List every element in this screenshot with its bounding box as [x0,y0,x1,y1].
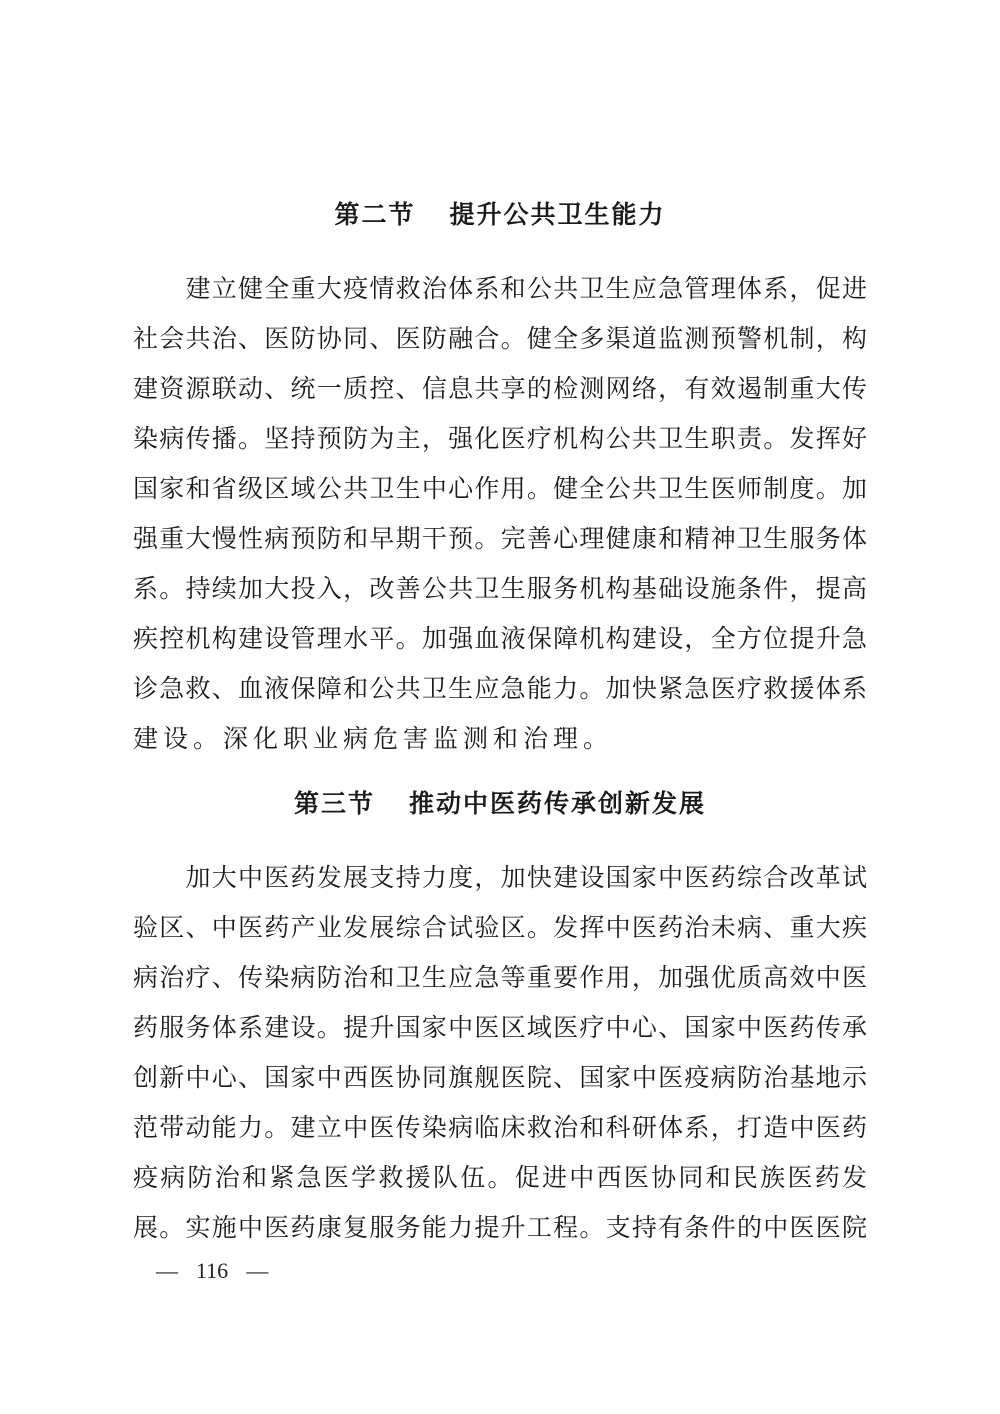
paragraph-line: 范带动能力。建立中医传染病临床救治和科研体系，打造中医药 [133,1113,867,1142]
section-paragraph-3 [133,853,867,1253]
section-number: 第三节 [293,789,375,818]
section-heading-2 [133,200,867,230]
paragraph-line: 疫病防治和紧急医学救援队伍。促进中西医协同和民族医药发 [133,1163,867,1192]
paragraph-line: 病治疗、传染病防治和卫生应急等重要作用，加强优质高效中医 [133,963,867,992]
paragraph-line: 系。持续加大投入，改善公共卫生服务机构基础设施条件，提高 [133,574,867,603]
section-paragraph-2 [133,264,867,764]
paragraph-line: 建资源联动、统一质控、信息共享的检测网络，有效遏制重大传 [133,374,867,403]
paragraph-line: 国家和省级区域公共卫生中心作用。健全公共卫生医师制度。加 [133,474,867,503]
paragraph-line: 验区、中医药产业发展综合试验区。发挥中医药治未病、重大疾 [133,913,867,942]
paragraph-line: 染病传播。坚持预防为主，强化医疗机构公共卫生职责。发挥好 [133,424,867,453]
footer-dash-left: — [156,1258,178,1283]
page-footer [152,1256,272,1286]
section-heading-3 [133,789,867,819]
paragraph-line: 加大中医药发展支持力度，加快建设国家中医药综合改革试 [133,863,867,892]
paragraph-line: 展。实施中医药康复服务能力提升工程。支持有条件的中医医院 [133,1213,867,1242]
paragraph-line: 建设。深化职业病危害监测和治理。 [133,724,614,753]
section-title: 推动中医药传承创新发展 [409,789,707,818]
paragraph-line: 药服务体系建设。提升国家中医区域医疗中心、国家中医药传承 [133,1013,867,1042]
footer-dash-right: — [246,1258,269,1283]
paragraph-line: 疾控机构建设管理水平。加强血液保障机构建设，全方位提升急 [133,624,867,653]
paragraph-line: 强重大慢性病预防和早期干预。完善心理健康和精神卫生服务体 [133,524,867,553]
paragraph-line: 诊急救、血液保障和公共卫生应急能力。加快紧急医疗救援体系 [133,674,867,703]
section-title: 提升公共卫生能力 [449,200,666,229]
section-number: 第二节 [334,200,416,229]
page-number: 116 [196,1258,229,1283]
paragraph-line: 社会共治、医防协同、医防融合。健全多渠道监测预警机制，构 [133,324,867,353]
paragraph-line: 建立健全重大疫情救治体系和公共卫生应急管理体系，促进 [133,274,867,303]
paragraph-line: 创新中心、国家中西医协同旗舰医院、国家中医疫病防治基地示 [133,1063,867,1092]
